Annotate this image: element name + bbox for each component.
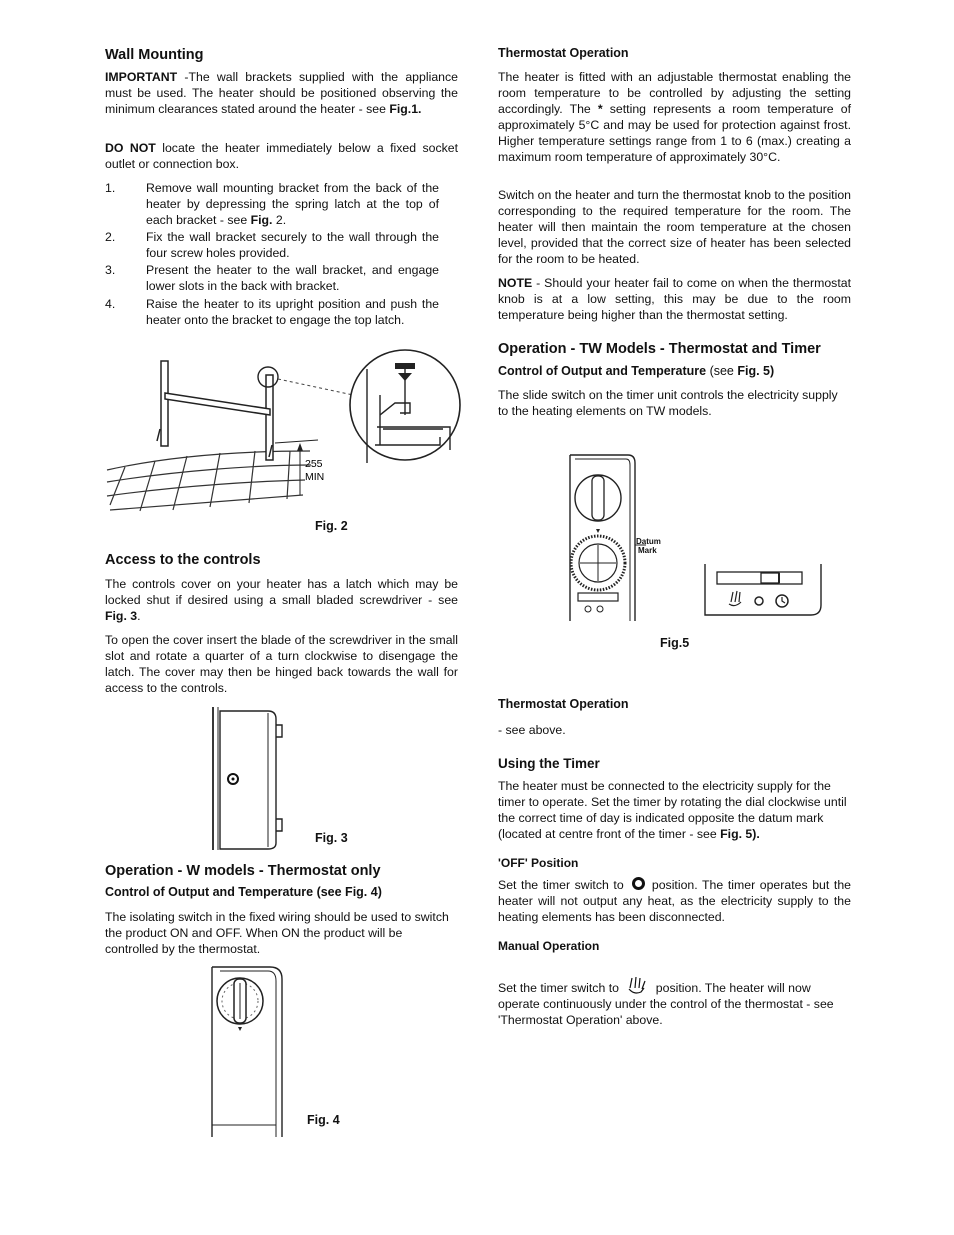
wall-bracket (157, 361, 273, 460)
donot-label: DO NOT (105, 141, 156, 155)
fig2-dimension-unit: MIN (305, 471, 325, 483)
off-circle-icon (755, 597, 763, 605)
tw-models-heading: Operation - TW Models - Thermostat and Timer (498, 341, 821, 357)
step-number: 1. (105, 181, 116, 195)
see-above-text: - see above. (498, 723, 566, 737)
hand-icon (729, 591, 741, 606)
thermostat-heading: Thermostat Operation (498, 46, 629, 60)
access-paragraph-1 (105, 576, 458, 624)
off-position-paragraph (498, 877, 851, 925)
fig4-caption: Fig. 4 (307, 1113, 340, 1127)
fig4-control-panel-diagram (210, 965, 290, 1137)
using-timer-heading: Using the Timer (498, 756, 600, 771)
fig2-caption: Fig. 2 (315, 519, 348, 533)
manual-text-b: position. The heater will now operate continuously under the control of the thermostat - see 'Thermostat Operation' above. (498, 981, 834, 1027)
step-text (146, 180, 439, 228)
manual-text-a: Set the timer switch to (498, 981, 623, 995)
important-paragraph (105, 69, 458, 117)
step-number: 3. (105, 263, 116, 277)
w-models-subheading: Control of Output and Temperature (see Fig. 4) (105, 885, 382, 899)
off-text-b: position. The timer operates but the heater will not output any heat, as the electricity supply to the heating elements has been disconnected. (498, 878, 851, 924)
datum-mark-label (636, 537, 661, 555)
w-models-heading: Operation - W models - Thermostat only (105, 863, 381, 879)
donot-paragraph (105, 140, 458, 172)
off-symbol-icon (632, 877, 645, 890)
fig2-bracket-diagram (105, 355, 465, 520)
off-text-a: Set the timer switch to (498, 878, 629, 892)
subheading-bold: Control of Output and Temperature (498, 364, 707, 378)
thermostat-text-a: The heater is fitted with an adjustable thermostat enabling the room temperature to be controlled by adjusting the setting accordingly. The (498, 70, 851, 116)
subheading-fig-ref: Fig. 5) (737, 364, 775, 378)
timer-fig-ref: Fig. 5). (720, 827, 760, 841)
wall-mounting-heading: Wall Mounting (105, 47, 204, 63)
thermostat-text-b: setting represents a room temperature of approximately 5°C and may be used for protection against frost. Higher temperature settings range from 1 to 6 (max.) creating a maximum room temperature of approximately 30°C. (498, 102, 851, 164)
magnified-detail (350, 350, 460, 463)
tw-models-paragraph: The slide switch on the timer unit controls the electricity supply to the heating elements on TW models. (498, 388, 838, 418)
note-label: NOTE (498, 276, 533, 290)
tw-models-subheading (498, 364, 774, 378)
step-text: Present the heater to the wall bracket, and engage lower slots in the back with bracket. (146, 263, 439, 293)
access-fig-ref: Fig. 3 (105, 609, 138, 623)
manual-operation-paragraph (498, 976, 851, 1028)
access-text: The controls cover on your heater has a latch which may be locked shut if desired using a small bladed screwdriver - see (105, 577, 458, 607)
step-text-body: Remove wall mounting bracket from the back of the heater by depressing the spring latch at the top of each bracket - see (146, 181, 439, 227)
frost-star-symbol: * (597, 102, 603, 116)
fig5-caption: Fig.5 (660, 636, 690, 650)
fig2-dimension-value: 255 (305, 458, 323, 470)
fig3-caption: Fig. 3 (315, 831, 348, 845)
thermostat-heading-2: Thermostat Operation (498, 697, 629, 711)
fig5-slide-switch-diagram (703, 562, 825, 617)
hand-symbol-icon (626, 976, 648, 996)
step-number: 2. (105, 230, 116, 244)
fig5-timer-panel-diagram (568, 453, 638, 623)
datum-label-line2: Mark (638, 546, 657, 555)
floor-grid (107, 451, 311, 511)
step-text: Fix the wall bracket securely to the wall through the four screw holes provided. (146, 230, 439, 260)
important-text: -The wall brackets supplied with the appliance must be used. The heater should be positioned observing the minimum clearances stated around the heater - see (105, 70, 458, 116)
manual-operation-heading: Manual Operation (498, 939, 600, 953)
fig3-heater-side-diagram (210, 707, 290, 852)
important-label: IMPORTANT (105, 70, 178, 84)
access-text-tail: . (137, 609, 141, 623)
using-timer-paragraph (498, 778, 851, 842)
donot-text: locate the heater immediately below a fixed socket outlet or connection box. (105, 141, 458, 171)
thermostat-paragraph-2: Switch on the heater and turn the thermostat knob to the position corresponding to the required temperature for the room. The heater will then maintain the room temperature at the chosen level, provided that the correct size of heater has been selected for the room to be heated. (498, 188, 851, 266)
slide-switch-track (717, 572, 802, 584)
step-number: 4. (105, 297, 116, 311)
access-controls-heading: Access to the controls (105, 552, 261, 568)
access-paragraph-2: To open the cover insert the blade of the screwdriver in the small slot and rotate a quarter of a turn clockwise to disengage the latch. The cover may then be hinged back towards the wall for access to the controls. (105, 633, 458, 695)
slide-switch-knob (761, 573, 779, 583)
note-paragraph (498, 275, 851, 323)
thermostat-paragraph-1 (498, 69, 851, 165)
note-text: - Should your heater fail to come on when the thermostat knob is at a low setting, this may be due to the room temperature being higher than the thermostat setting. (498, 276, 851, 322)
step-text: Raise the heater to its upright position and push the heater onto the bracket to engage the top latch. (146, 297, 439, 327)
step-text-tail: 2. (272, 213, 287, 227)
step-fig-ref: Fig. (250, 213, 273, 227)
off-position-heading: 'OFF' Position (498, 856, 579, 870)
datum-label-line1: Datum (636, 537, 661, 546)
w-models-paragraph: The isolating switch in the fixed wiring should be used to switch the product ON and OFF. When ON the product will be controlled by the thermostat. (105, 910, 449, 956)
timer-text: The heater must be connected to the electricity supply for the timer to operate. Set the timer by rotating the dial clockwise until the correct time of day is indicated opposite the datum mark (located at centre front of the timer - see (498, 779, 847, 841)
subheading-normal: (see (706, 364, 738, 378)
important-fig-ref: Fig.1. (389, 102, 422, 116)
